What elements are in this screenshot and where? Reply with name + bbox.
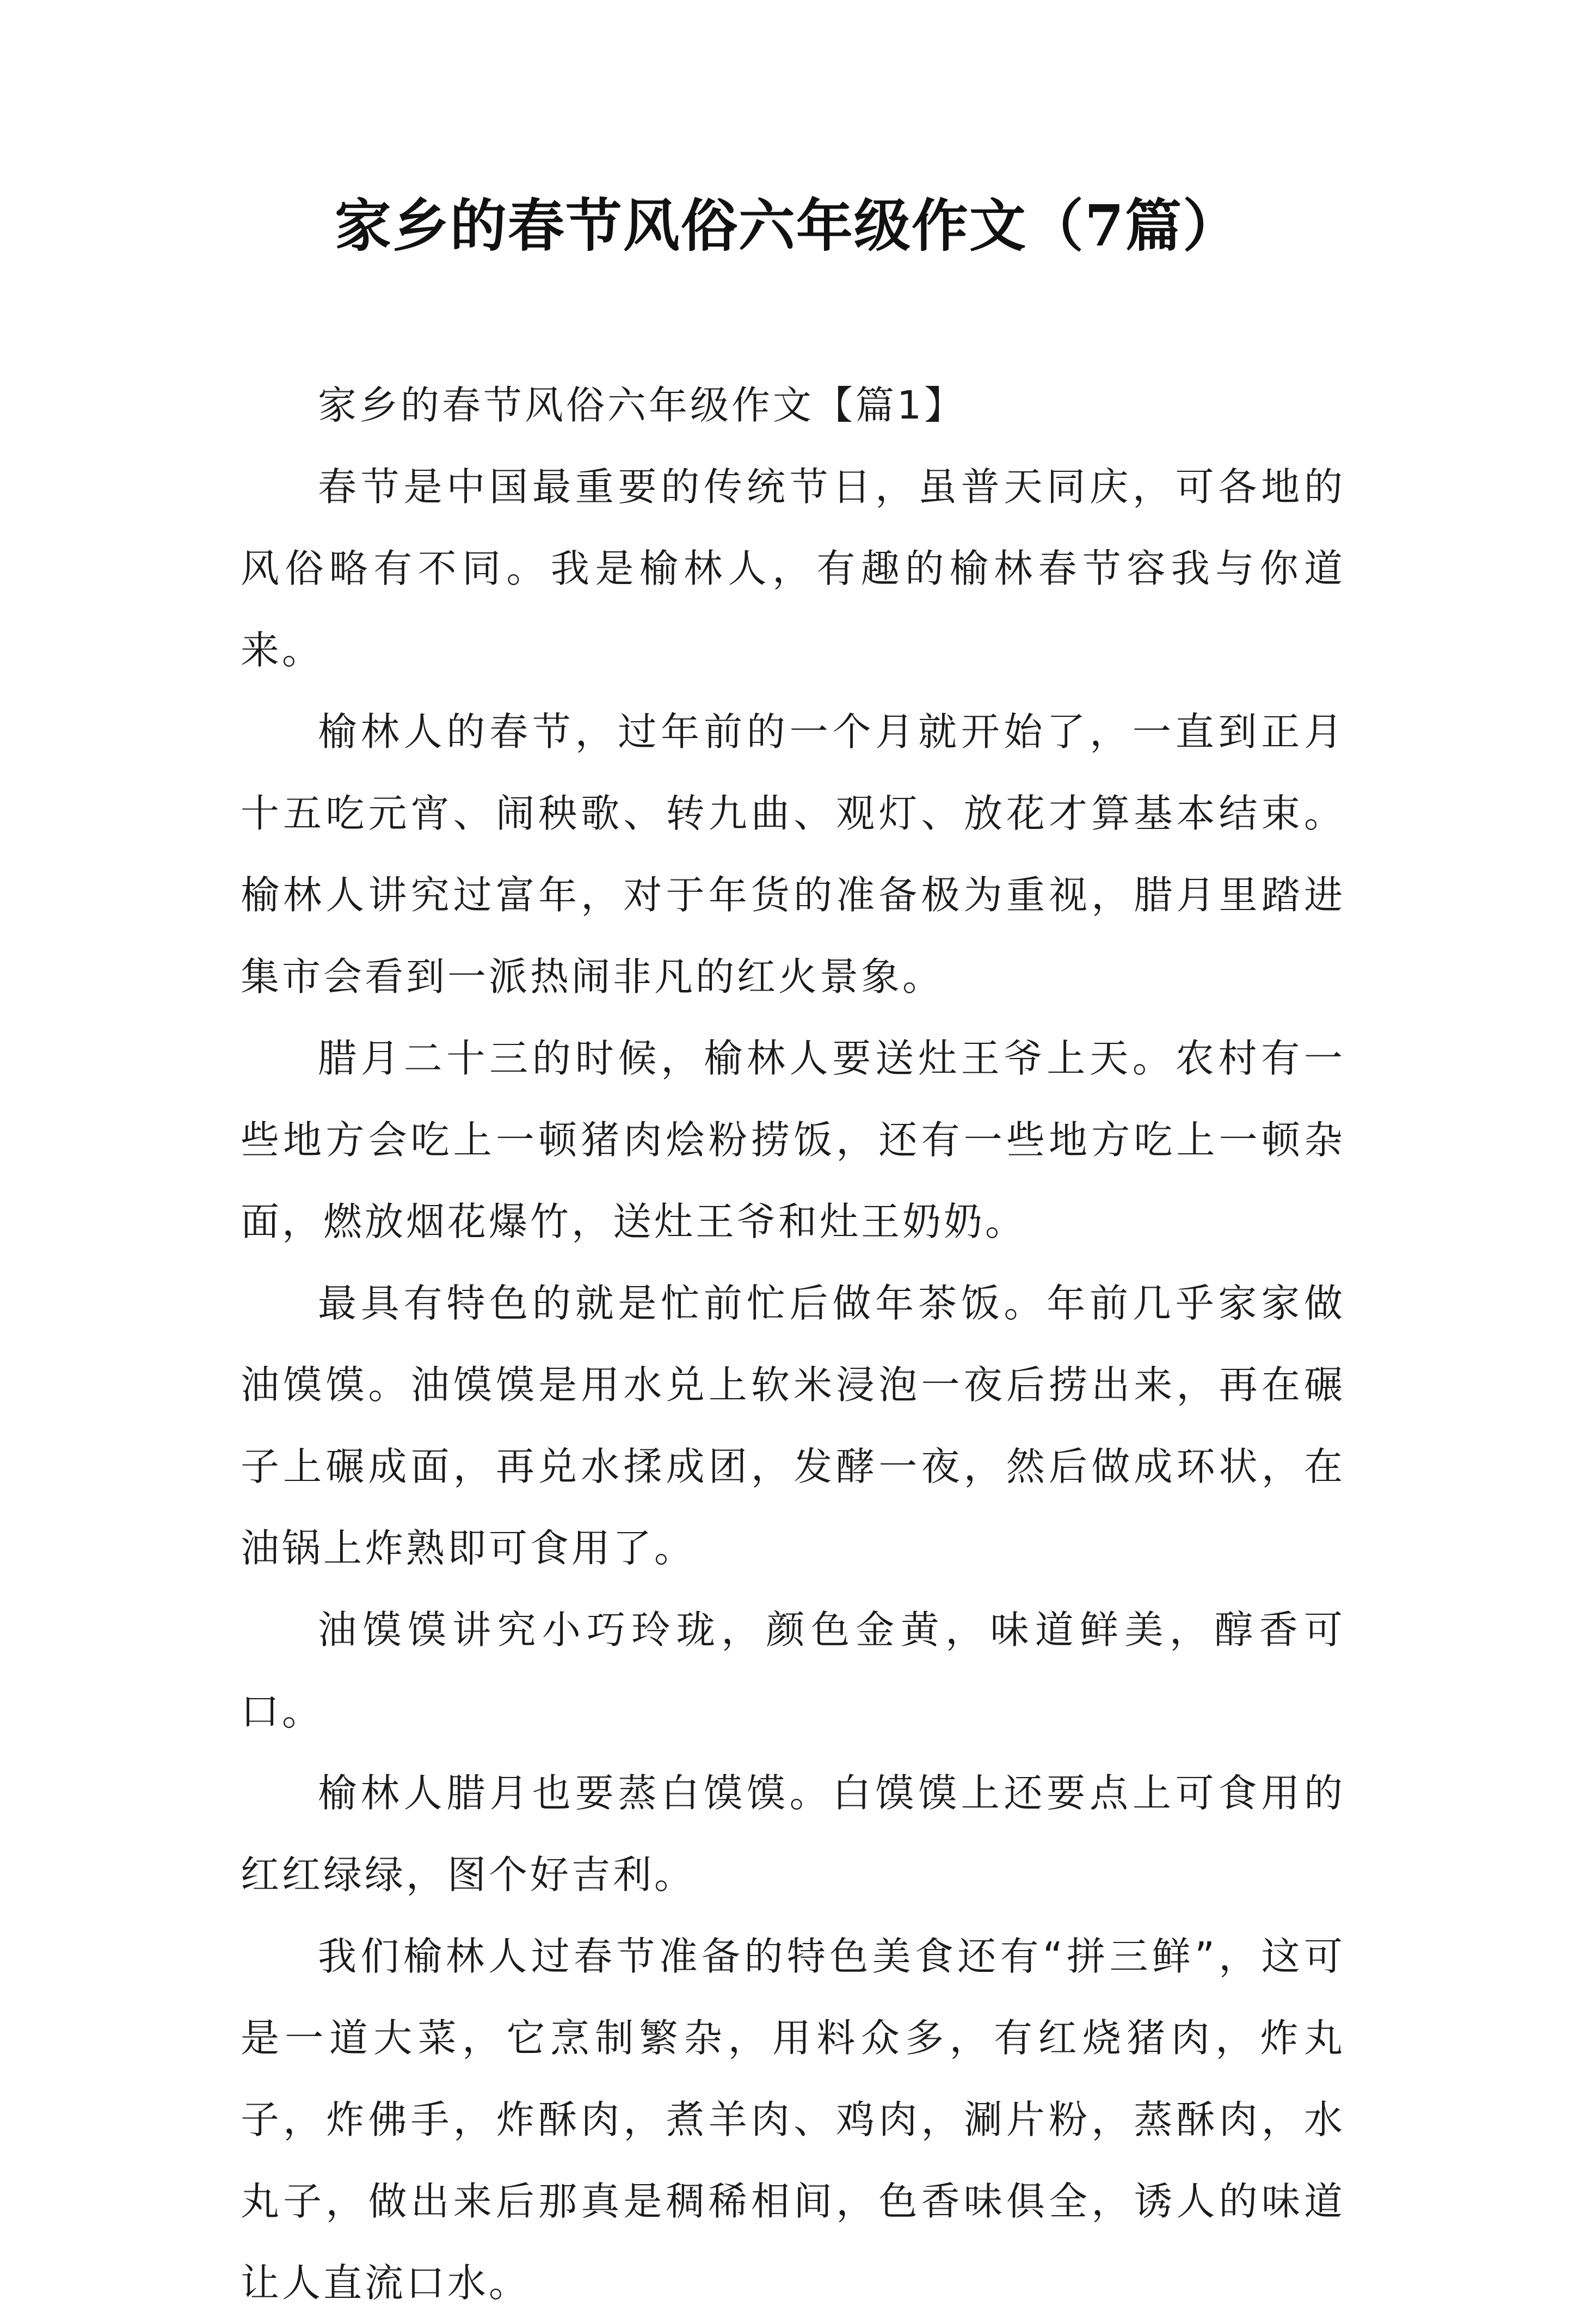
paragraph: 最具有特色的就是忙前忙后做年茶饭。年前几乎家家做油馍馍。油馍馍是用水兑上软米浸泡一夜后捞出来，再在碾子上碾成面，再兑水揉成团，发酵一夜，然后做成环状，在油锅上炸熟即可食用了。: [241, 1281, 1345, 1571]
section-heading: 家乡的春节风俗六年级作文【篇1】: [318, 383, 966, 428]
paragraph: 榆林人的春节，过年前的一个月就开始了，一直到正月十五吃元宵、闹秧歌、转九曲、观灯、放花才算基本结束。榆林人讲究过富年，对于年货的准备极为重视，腊月里踏进集市会看到一派热闹非凡的红火景象。: [241, 709, 1345, 999]
document-body: [241, 365, 1345, 2324]
paragraph: 榆林人腊月也要蒸白馍馍。白馍馍上还要点上可食用的红红绿绿，图个好吉利。: [241, 1770, 1345, 1897]
paragraph: 春节是中国最重要的传统节日，虽普天同庆，可各地的风俗略有不同。我是榆林人，有趣的榆林春节容我与你道来。: [241, 464, 1345, 673]
paragraph: 我们榆林人过春节准备的特色美食还有“拼三鲜”，这可是一道大菜，它烹制繁杂，用料众多，有红烧猪肉，炸丸子，炸佛手，炸酥肉，煮羊肉、鸡肉，涮片粉，蒸酥肉，水丸子，做出来后那真是稠稀相间，色香味俱全，诱人的味道让人直流口水。: [241, 1934, 1345, 2305]
paragraph: 油馍馍讲究小巧玲珑，颜色金黄，味道鲜美，醇香可口。: [241, 1607, 1345, 1734]
paragraph: 腊月二十三的时候，榆林人要送灶王爷上天。农村有一些地方会吃上一顿猪肉烩粉捞饭，还有一些地方吃上一顿杂面，燃放烟花爆竹，送灶王爷和灶王奶奶。: [241, 1036, 1345, 1244]
document-title: 家乡的春节风俗六年级作文（7篇）: [334, 192, 1241, 259]
